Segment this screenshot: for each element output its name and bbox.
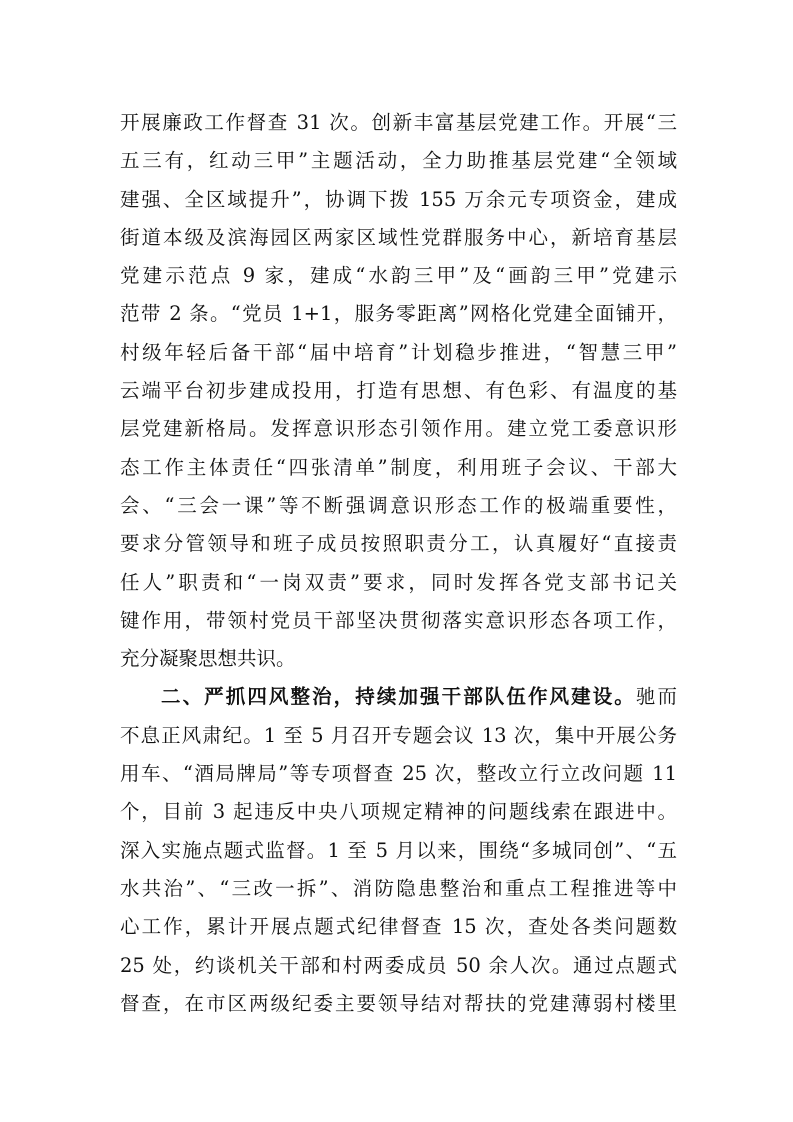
text-line: 街道本级及滨海园区两家区域性党群服务中心，新培育基层 [120,225,677,249]
text-line: 个，目前 3 起违反中央八项规定精神的问题线索在跟进中。 [120,800,677,824]
text-line: 五三有，红动三甲”主题活动，全力助推基层党建“全领域 [120,149,677,173]
text-line: 态工作主体责任“四张清单”制度，利用班子会议、干部大 [120,455,677,479]
text-line: 心工作，累计开展点题式纪律督查 15 次，查处各类问题数 [120,915,677,939]
text-line: 建强、全区域提升”，协调下拨 155 万余元专项资金，建成 [120,187,677,211]
text-line: 党建示范点 9 家，建成“水韵三甲”及“画韵三甲”党建示 [120,264,677,288]
text-line: 云端平台初步建成投用，打造有思想、有色彩、有温度的基 [120,379,677,403]
paragraph-four-winds [120,678,677,1023]
text-line [120,678,677,716]
paragraph-party-building [120,104,677,678]
text-line: 开展廉政工作督查 31 次。创新丰富基层党建工作。开展“三 [120,111,677,134]
text-line: 层党建新格局。发挥意识形态引领作用。建立党工委意识形 [120,417,677,441]
text-line: 水共治”、“三改一拆”、消防隐患整治和重点工程推进等中 [120,876,677,900]
text-line: 要求分管领导和班子成员按照职责分工，认真履好“直接责 [120,532,677,556]
text-line: 充分凝聚思想共识。 [120,647,296,671]
text-line: 任人”职责和“一岗双责”要求，同时发挥各党支部书记关 [120,570,677,594]
text-line: 村级年轻后备干部“届中培育”计划稳步推进，“智慧三甲” [120,340,677,364]
text-line: 不息正风肃纪。1 至 5 月召开专题会议 13 次，集中开展公务 [120,723,677,747]
document-page [120,104,677,1023]
text-line: 范带 2 条。“党员 1+1，服务零距离”网格化党建全面铺开， [120,302,677,326]
section-heading: 二、严抓四风整治，持续加强干部队伍作风建设。 [161,685,636,709]
text-line: 督查，在市区两级纪委主要领导结对帮扶的党建薄弱村楼里 [120,991,677,1015]
heading-tail-text: 驰而 [635,685,677,709]
text-line: 会、“三会一课”等不断强调意识形态工作的极端重要性， [120,493,677,517]
text-line: 深入实施点题式监督。1 至 5 月以来，围绕“多城同创”、“五 [120,838,677,862]
text-line: 键作用，带领村党员干部坚决贯彻落实意识形态各项工作， [120,608,677,632]
text-line: 用车、“酒局牌局”等专项督查 25 次，整改立行立改问题 11 [120,762,677,786]
text-line: 25 处，约谈机关干部和村两委成员 50 余人次。通过点题式 [120,953,677,977]
